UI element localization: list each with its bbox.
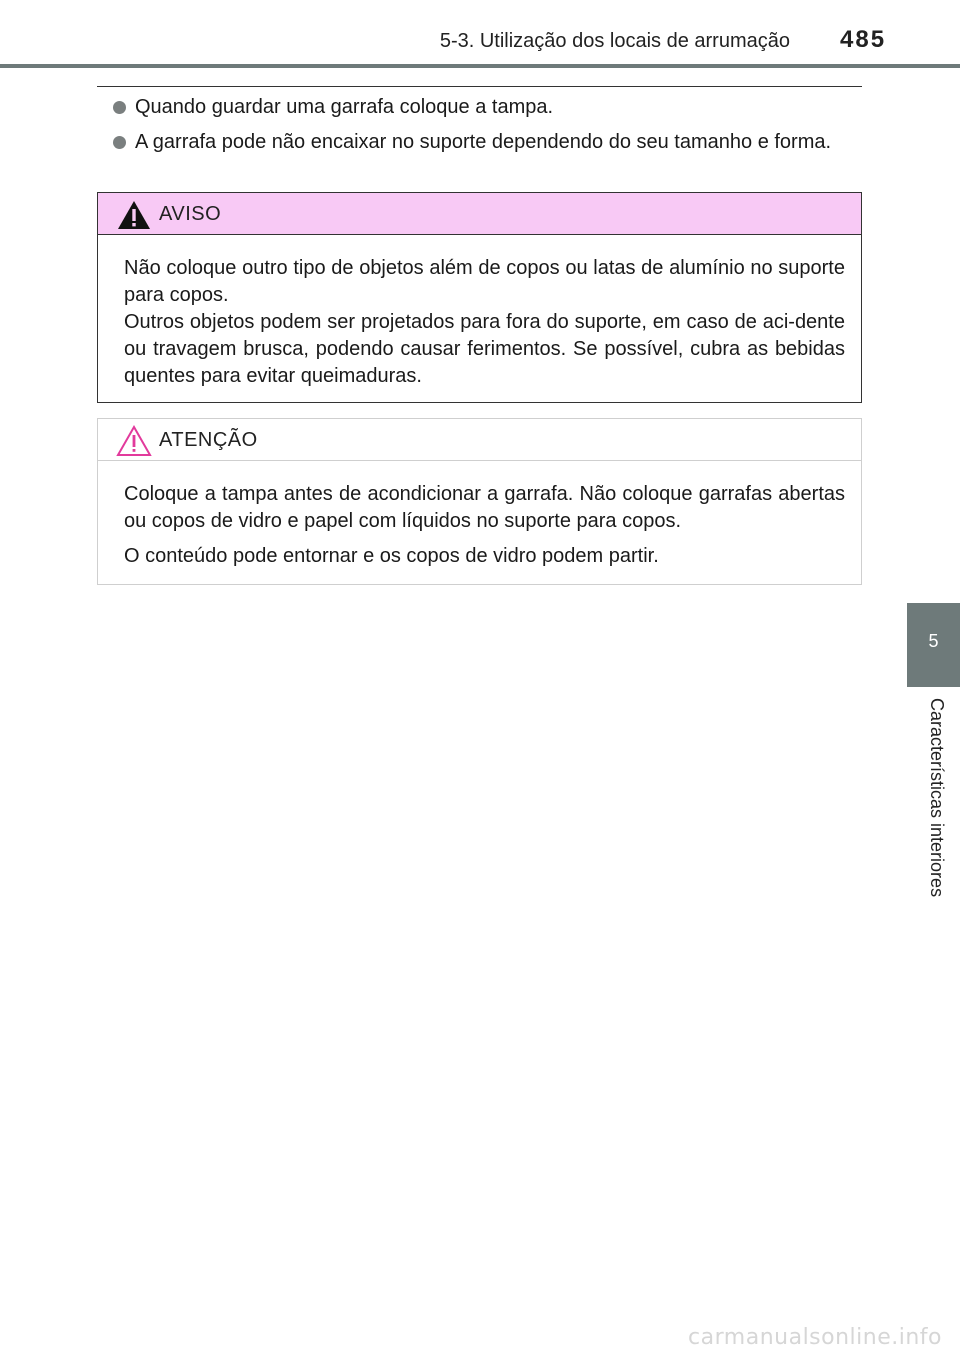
bullet-dot-icon <box>113 136 126 149</box>
aviso-body <box>98 235 861 390</box>
bullet-text: A garrafa pode não encaixar no suporte dependendo do seu tamanho e forma. <box>135 131 832 153</box>
header-rule <box>0 64 960 68</box>
content-rule <box>97 86 862 87</box>
aviso-paragraph: Não coloque outro tipo de objetos além de copos ou latas de alumínio no suporte para copos. <box>124 257 845 306</box>
atencao-body <box>98 461 861 570</box>
atencao-title: ATENÇÃO <box>159 429 258 451</box>
atencao-paragraph: Coloque a tampa antes de acondicionar a garrafa. Não coloque garrafas abertas ou copos de vidro e papel com líquidos no suporte para copos. <box>124 483 845 532</box>
chapter-tab <box>907 603 960 687</box>
page-number: 485 <box>840 26 887 53</box>
aviso-box <box>97 192 862 403</box>
chapter-label: Características interiores <box>927 698 947 898</box>
warning-triangle-icon <box>116 199 152 231</box>
aviso-title: AVISO <box>159 203 222 225</box>
bullet-text: Quando guardar uma garrafa coloque a tampa. <box>135 96 554 118</box>
aviso-header <box>98 193 861 235</box>
list-item <box>97 129 862 156</box>
list-item <box>97 94 862 121</box>
caution-triangle-icon <box>116 425 152 457</box>
chapter-number: 5 <box>928 631 939 651</box>
atencao-box <box>97 418 862 585</box>
header-section-title: 5-3. Utilização dos locais de arrumação <box>439 30 790 52</box>
atencao-paragraph: O conteúdo pode entornar e os copos de vidro podem partir. <box>124 545 659 567</box>
bullet-dot-icon <box>113 101 126 114</box>
watermark: carmanualsonline.info <box>688 1325 942 1350</box>
bullet-list <box>97 94 862 164</box>
atencao-header <box>98 419 861 461</box>
aviso-paragraph: Outros objetos podem ser projetados para fora do suporte, em caso de aci-dente ou travagem brusca, podendo causar ferimentos. Se possível, cubra as bebidas quentes para evitar queimaduras. <box>124 311 845 387</box>
